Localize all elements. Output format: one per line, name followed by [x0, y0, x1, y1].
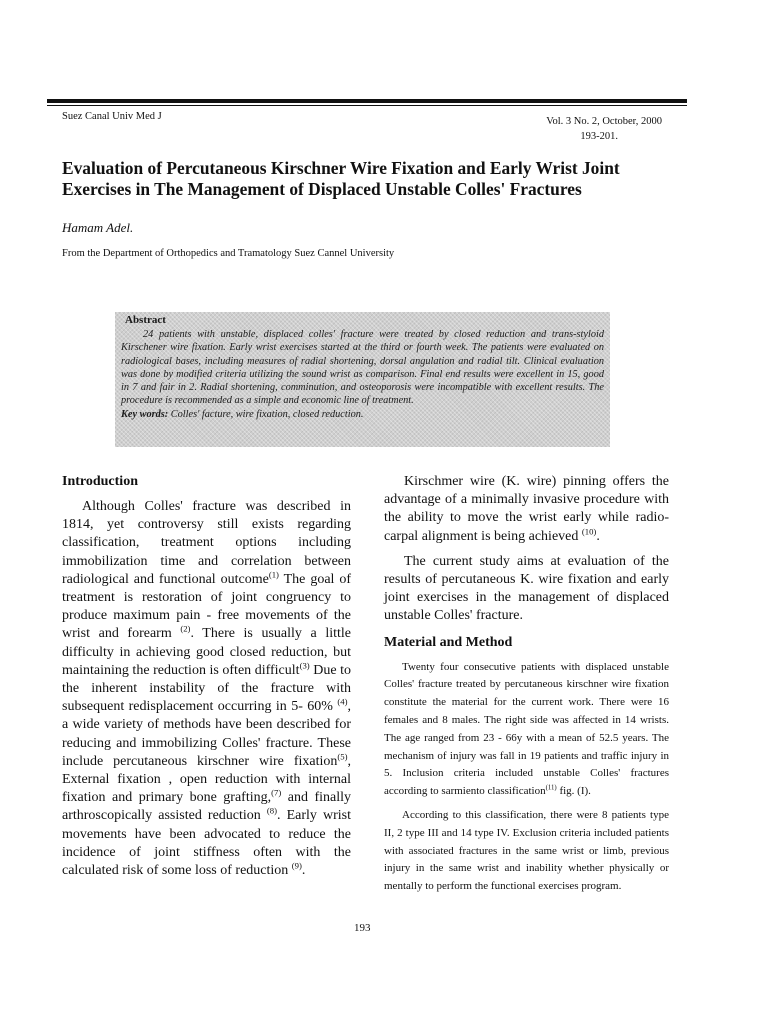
right-column [384, 473, 669, 896]
introduction-continued [384, 473, 669, 626]
introduction-paragraph-1: Although Colles' fracture was described in 1814, yet controversy still exists regarding classification, treatment options including immobilization time and correlation between radiological and functional outcome$^{(1)}$ The goal of treatment is restoration of joint congruency to produce maximum pain - free movements of the wrist and forearm $^{(2)}$. There is usually a little difficulty in achieving good closed reduction, but maintaining the reduction is often difficult$^{(3)}$ Due to the inherent instability of the fracture with subsequent redisplacement occurring in 5- 60% $^{(4)}$, a wide variety of methods have been described for reducing and immobilizing Colles' fracture. These include percutaneous kirschner wire fixation$^{(5)}$, External fixation , open reduction with internal fixation and primary bone grafting,$^{(7)}$ and finally arthroscopically assisted reduction $^{(8)}$. Early wrist movements have been advocated to reduce the incidence of joint stiffness often with the calculated risk of some loss of reduction $^{(9)}$. [62, 499, 352, 879]
volume-info [546, 114, 662, 144]
citation-ref: (1) [268, 569, 279, 580]
methods-paragraph-1: Twenty four consecutive patients with displaced unstable Colles' fracture treated by percutaneous kirschner wire fixation constitute the material for the current work. There were 16 females and 8 males. The right side was affected in 14 wrists. The age ranged from 23 - 66y with a mean of 52.5 years. The mechanism of injury was fall in 19 patients and traffic injury in 5. Inclusion criteria included unstable Colles' fractures according to sarmiento classification$^{(11)}$ fig. (I). [384, 660, 669, 798]
citation-ref: (7) [271, 787, 282, 798]
affiliation: From the Department of Orthopedics and Tramatology Suez Cannel University [62, 248, 395, 259]
keywords-text: Colles' facture, wire fixation, closed reduction. [170, 409, 364, 421]
keywords-line [121, 408, 604, 421]
abstract-box [115, 312, 610, 447]
citation-ref: (8) [266, 805, 277, 816]
abstract-heading: Abstract [125, 314, 166, 326]
keywords-label: Key words: [121, 409, 169, 421]
header-rule-thin [47, 105, 687, 106]
citation-ref: (5) [337, 751, 348, 762]
citation-ref: (10) [581, 525, 597, 536]
introduction-heading: Introduction [62, 474, 138, 489]
header-rule-thick [47, 99, 687, 103]
citation-ref: (11) [545, 784, 557, 792]
article-title: Evaluation of Percutaneous Kirschner Wire Fixation and Early Wrist Joint Exercises in The Management of Displaced Unstable Colles' Fractures [62, 158, 620, 199]
left-column [62, 473, 351, 880]
volume-issue: Vol. 3 No. 2, October, 2000 [546, 116, 662, 127]
citation-ref: (9) [291, 860, 302, 871]
abstract-text: 24 patients with unstable, displaced colles' fracture were treated by closed reduction and trans-styloid Kirschener wire fixation. Early wrist exercises started at the third or fourth week. The patients were evaluated on radiological bases, including measures of radial shortening, dorsal angulation and radial tilt. Clinical evaluation was done by modified criteria utilizing the sound wrist as comparison. Final end results were excellent in 15, good in 7 and fair in 2. Radial shortening, comminution, and osteoporosis were incompatible with excellent results. The procedure is recommended as a simple and economic line of treatment. [121, 329, 604, 407]
author-name: Hamam Adel. [62, 220, 134, 235]
introduction-paragraph-3: The current study aims at evaluation of the results of percutaneous K. wire fixation and early joint exercises in the management of displaced unstable Colles' fracture. [384, 553, 669, 624]
introduction-paragraph-2: Kirschmer wire (K. wire) pinning offers the advantage of a minimally invasive procedure with the ability to move the wrist early while radio-carpal alignment is being achieved $^{(10)}$. [384, 474, 669, 544]
methods-heading: Material and Method [384, 634, 513, 650]
citation-ref: (2) [180, 623, 191, 634]
journal-name: Suez Canal Univ Med J [62, 111, 162, 122]
page-number: 193 [354, 922, 371, 934]
methods-paragraph-2: According to this classification, there were 8 patients type II, 2 type III and 14 type IV. Exclusion criteria included patients with associated fractures in the same wrist or limb, previous injury in the same wrist and inability whether physically or mentally to perform the functional exercises program. [384, 809, 669, 893]
citation-ref: (3) [299, 660, 310, 671]
page-range: 193-201. [580, 131, 618, 142]
citation-ref: (4) [337, 696, 348, 707]
